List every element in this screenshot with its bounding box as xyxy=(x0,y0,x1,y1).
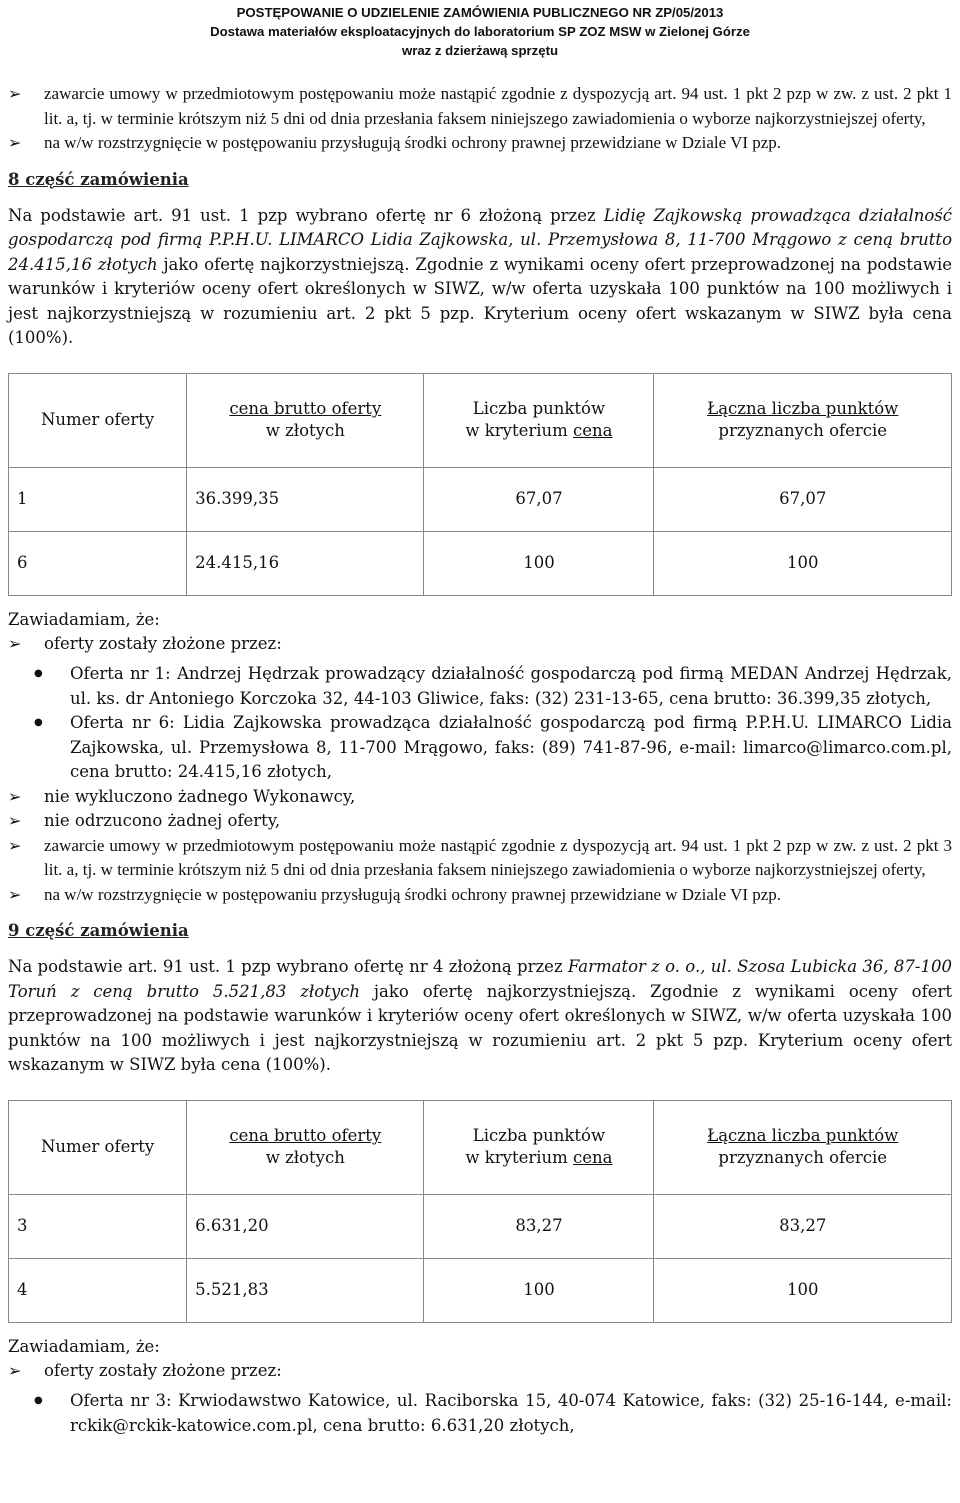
cell-offer-number: 4 xyxy=(9,1258,187,1322)
table-row xyxy=(9,1258,952,1322)
part-9-offer-3: ● Oferta nr 3: Krwiodawstwo Katowice, ul. Raciborska 15, 40-074 Katowice, faks: (32) 25-16-144, e-mail: rckik@rckik-katowice.com.pl, cena brutto: 6.631,20 złotych, xyxy=(8,1389,952,1438)
bullet-contract-timing: ➢ zawarcie umowy w przedmiotowym postępowaniu może nastąpić zgodnie z dyspozycją art. 94 ust. 1 pkt 2 pzp w zw. z ust. 2 pkt 1 lit. a, tj. w terminie krótszym niż 5 dni od dnia przesłania faksem niniejszego zawiadomienia o wyborze najkorzystniejszej oferty, xyxy=(8,82,952,131)
part-8-notice: Zawiadamiam, że: xyxy=(8,609,160,629)
cell-gross-price: 5.521,83 xyxy=(187,1258,424,1322)
cell-total-points: 100 xyxy=(654,531,952,595)
header-line-2: Dostawa materiałów eksploatacyjnych do laboratorium SP ZOZ MSW w Zielonej Górze xyxy=(210,24,750,39)
part-9-notice: Zawiadamiam, że: xyxy=(8,1336,160,1356)
part-8-decision-paragraph: Na podstawie art. 91 ust. 1 pzp wybrano ofertę nr 6 złożoną przez Lidię Zajkowską prowadząca działalność gospodarczą pod firmą P.P.H.U. LIMARCO Lidia Zajkowska, ul. Przemysłowa 8, 11-700 Mrągowo z ceną brutto 24.415,16 złotych jako ofertę najkorzystniejszą. Zgodnie z wynikami oceny ofert przeprowadzonej na podstawie warunków i kryteriów oceny ofert określonych w SIWZ, w/w oferta uzyskała 100 punktów na 100 możliwych i jest najkorzystniejszą w rozumieniu art. 2 pkt 5 pzp. Kryterium oceny ofert wskazanym w SIWZ była cena (100%). xyxy=(8,205,953,347)
cell-criterion-points: 100 xyxy=(424,531,654,595)
document-header xyxy=(0,0,960,60)
col-header-total-points: Łączna liczba punktów przyznanych ofercie xyxy=(654,1100,952,1194)
cell-gross-price: 6.631,20 xyxy=(187,1194,424,1258)
part-9-decision-paragraph: Na podstawie art. 91 ust. 1 pzp wybrano ofertę nr 4 złożoną przez Farmator z o. o., ul. Szosa Lubicka 36, 87-100 Toruń z ceną brutto 5.521,83 złotych jako ofertę najkorzystniejszą. Zgodnie z wynikami oceny ofert przeprowadzonej na podstawie warunków i kryteriów oceny ofert określonych w SIWZ, w/w oferta uzyskała 100 punktów na 100 możliwych i jest najkorzystniejszą w rozumieniu art. 2 pkt 5 pzp. Kryterium oceny ofert wskazanym w SIWZ była cena (100%). xyxy=(8,957,952,1074)
cell-offer-number: 1 xyxy=(9,467,187,531)
part-8-bullet-no-exclusion: ➢ nie wykluczono żadnego Wykonawcy, xyxy=(8,785,952,810)
cell-total-points: 83,27 xyxy=(654,1194,952,1258)
cell-total-points: 100 xyxy=(654,1258,952,1322)
cell-offer-number: 3 xyxy=(9,1194,187,1258)
table-row xyxy=(9,1194,952,1258)
cell-gross-price: 24.415,16 xyxy=(187,531,424,595)
table-row xyxy=(9,467,952,531)
part-8-points-table xyxy=(8,373,952,596)
table-header-row xyxy=(9,373,952,467)
table-header-row xyxy=(9,1100,952,1194)
cell-offer-number: 6 xyxy=(9,531,187,595)
cell-gross-price: 36.399,35 xyxy=(187,467,424,531)
part-9-heading: 9 część zamówienia xyxy=(8,921,189,940)
part-9-points-table xyxy=(8,1100,952,1323)
document-body xyxy=(8,82,952,1438)
part-8-offer-1: ● Oferta nr 1: Andrzej Hędrzak prowadzący działalność gospodarczą pod firmą MEDAN Andrzej Hędrzak, ul. ks. dr Antoniego Korczoka 32, 44-103 Gliwice, faks: (32) 231-13-65, cena brutto: 36.399,35 złotych, xyxy=(8,662,952,711)
part-8-offer-6: ● Oferta nr 6: Lidia Zajkowska prowadząca działalność gospodarczą pod firmą P.P.H.U. LIMARCO Lidia Zajkowska, ul. Przemysłowa 8, 11-700 Mrągowo, faks: (89) 741-87-96, e-mail: limarco@limarco.com.pl, cena brutto: 24.415,16 złotych, xyxy=(8,711,952,785)
cell-criterion-points: 83,27 xyxy=(424,1194,654,1258)
part-8-bullet-contract-timing: ➢ zawarcie umowy w przedmiotowym postępowaniu może nastąpić zgodnie z dyspozycją art. 94 ust. 1 pkt 2 pzp w zw. z ust. 2 pkt 3 lit. a, tj. w terminie krótszym niż 5 dni od dnia przesłania faksem niniejszego zawiadomienia o wyborze najkorzystniejszej oferty, xyxy=(8,834,952,883)
cell-criterion-points: 67,07 xyxy=(424,467,654,531)
col-header-criterion-points: Liczba punktów w kryterium cena xyxy=(424,373,654,467)
part-8-heading: 8 część zamówienia xyxy=(8,169,189,189)
table-row xyxy=(9,531,952,595)
bullet-legal-remedies: ➢ na w/w rozstrzygnięcie w postępowaniu przysługują środki ochrony prawnej przewidziane w Dziale VI pzp. xyxy=(8,131,952,156)
col-header-offer-number: Numer oferty xyxy=(9,1100,187,1194)
header-line-1: POSTĘPOWANIE O UDZIELENIE ZAMÓWIENIA PUBLICZNEGO NR ZP/05/2013 xyxy=(236,5,724,20)
part-8-submitted-bullet: ➢ oferty zostały złożone przez: xyxy=(8,632,952,657)
col-header-criterion-points: Liczba punktów w kryterium cena xyxy=(424,1100,654,1194)
cell-criterion-points: 100 xyxy=(424,1258,654,1322)
col-header-total-points: Łączna liczba punktów przyznanych ofercie xyxy=(654,373,952,467)
part-9-submitted-bullet: ➢ oferty zostały złożone przez: xyxy=(8,1359,952,1384)
col-header-offer-number: Numer oferty xyxy=(9,373,187,467)
col-header-gross-price: cena brutto oferty w złotych xyxy=(187,373,424,467)
header-line-3: wraz z dzierżawą sprzętu xyxy=(401,43,559,58)
part-8-bullet-no-rejection: ➢ nie odrzucono żadnej oferty, xyxy=(8,809,952,834)
part-8-bullet-legal-remedies: ➢ na w/w rozstrzygnięcie w postępowaniu przysługują środki ochrony prawnej przewidziane w Dziale VI pzp. xyxy=(8,883,952,908)
col-header-gross-price: cena brutto oferty w złotych xyxy=(187,1100,424,1194)
cell-total-points: 67,07 xyxy=(654,467,952,531)
